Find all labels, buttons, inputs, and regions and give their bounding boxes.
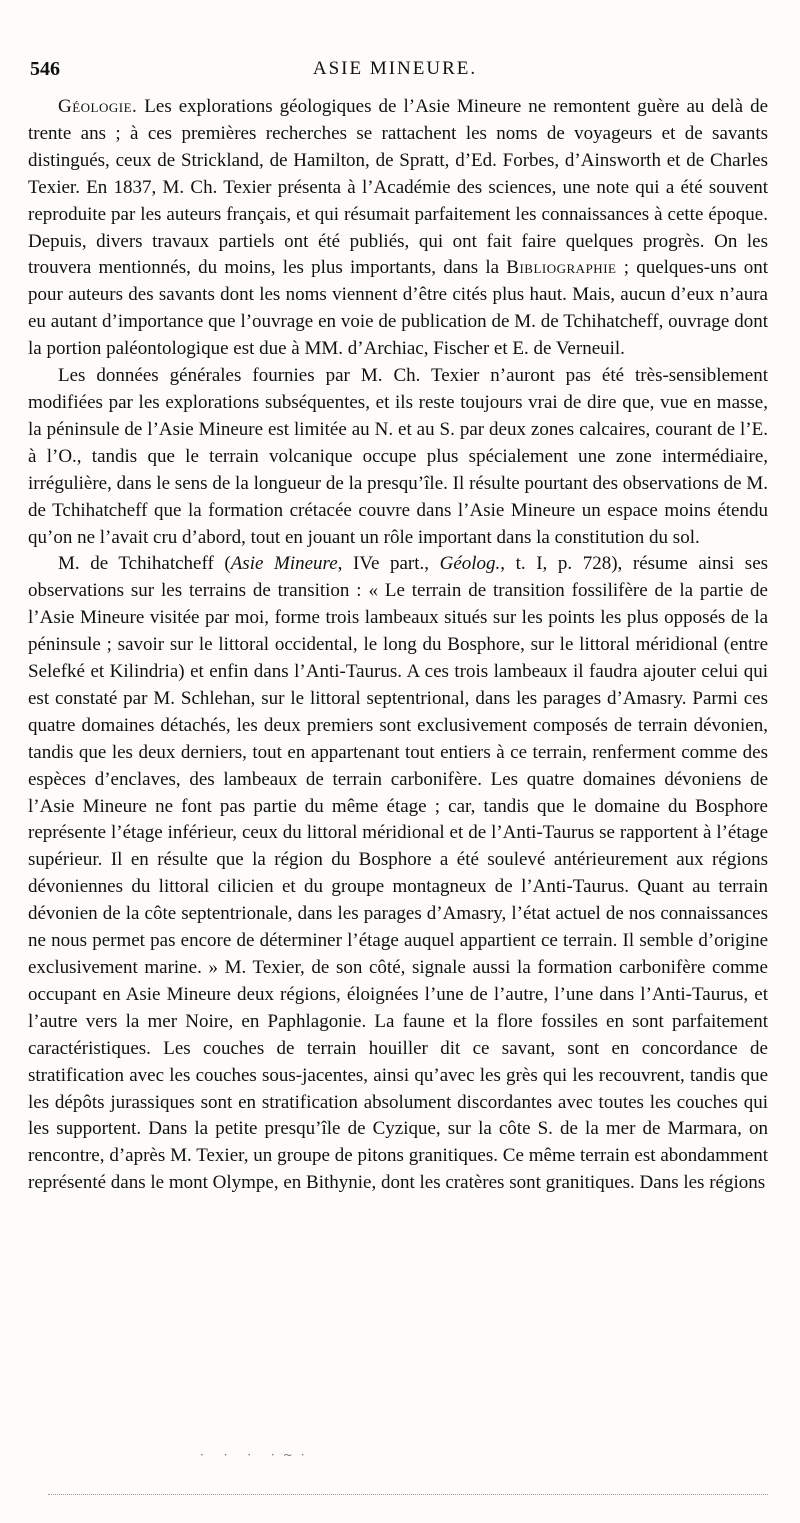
text-run: Géolog. xyxy=(439,553,501,575)
page-number: 546 xyxy=(30,58,60,80)
bottom-dotted-rule xyxy=(48,1494,768,1495)
text-run: Les données générales fournies par M. Ch. Texier n’auront pas été très-sensiblement modifiées par les explorations subséquentes, et ils reste toujours vrai de dire que, vue en masse, la péninsule de l’Asie Mineure est limitée au N. et au S. par deux zones calcaires, courant de l’E. à l’O., tandis que le terrain volcanique occupe plus spécialement une zone intermédiaire, irrégulière, dans le sens de la longueur de la presqu’île. Il résulte pourtant des observations de M. de Tchihatcheff que la formation crétacée couvre dans l’Asie Mineure un espace moins étendu qu’on ne l’avait cru d’abord, tout en jouant un rôle important dans la constitution du sol. xyxy=(28,365,768,548)
body-text xyxy=(28,94,768,1197)
text-run: Les explorations géologiques de l’Asie Mineure ne remontent guère au delà de trente ans ; à ces premières recherches se rattachent les noms de voyageurs et de savants distingués, ceux de Strickland, de Hamilton, de Spratt, d’Ed. Forbes, d’Ainsworth et de Charles Texier. En 1837, M. Ch. Texier présenta à l’Académie des sciences, une note qui a été souvent reproduite par les auteurs français, et qui résumait parfaitement les connaissances à cette époque. Depuis, divers travaux partiels ont été publiés, qui ont fait faire quelques progrès. On les trouvera mentionnés, du moins, les plus importants, dans la xyxy=(28,96,768,279)
text-run: Géologie. xyxy=(58,96,138,117)
text-run: M. de Tchihatcheff ( xyxy=(58,553,231,575)
text-run: ; quelques-uns ont pour auteurs des savants dont les noms viennent d’être cités plus haut. Mais, aucun d’eux n’aura eu autant d’importance que l’ouvrage en voie de publication de M. de Tchihatcheff, ouvrage dont la portion paléontologique est due à MM. d’Archiac, Fischer et E. de Verneuil. xyxy=(28,257,768,360)
text-run: , t. I, p. 728), résume ainsi ses observations sur les terrains de transition : « Le terrain de transition fossilifère de la partie de l’Asie Mineure visitée par moi, forme trois lambeaux situés sur les points les plus opposés de la péninsule ; savoir sur le littoral occidental, le long du Bosphore, sur le littoral méridional (entre Selefké et Kilindria) et enfin dans l’Anti-Taurus. A ces trois lambeaux il faudra ajouter celui qui est constaté par M. Schlehan, sur le littoral septentrional, dans les parages d’Amasry. Parmi ces quatre domaines détachés, les deux premiers sont exclusivement composés de terrain dévonien, tandis que les deux derniers, tout en appartenant tout entiers à ce terrain, renferment comme des espèces d’enclaves, des lambeaux de terrain carbonifère. Les quatre domaines dévoniens de l’Asie Mineure ne font pas partie du même étage ; car, tandis que le domaine du Bosphore représente l’étage inférieur, ceux du littoral méridional et de l’Anti-Taurus se rapportent à l’étage supérieur. Il en résulte que la région du Bosphore a été soulevé antérieurement aux régions dévoniennes du littoral cilicien et du groupe montagneux de l’Anti-Taurus. Quant au terrain dévonien de la côte septentrionale, dans les parages d’Amasry, l’état actuel de nos connaissances ne nous permet pas encore de déterminer l’étage auquel appartient ce terrain. Il semble d’origine exclusivement marine. » M. Texier, de son côté, signale aussi la formation carbonifère comme occupant en Asie Mineure deux régions, éloignées l’une de l’autre, l’une dans l’Anti-Taurus, et l’autre vers la mer Noire, en Paphlagonie. La faune et la flore fossiles en sont parfaitement caractéristiques. Les couches de terrain houiller dit ce savant, sont en concordance de stratification avec les couches sous-jacentes, ainsi qu’avec les grès qui les recouvrent, tandis que les dépôts jurassiques sont en stratification absolument discordantes avec toutes les couches qui les supportent. Dans la petite presqu’île de Cyzique, sur la côte S. de la mer de Marmara, on rencontre, d’après M. Texier, un groupe de pitons granitiques. Ce même terrain est abondamment représenté dans le mont Olympe, en Bithynie, dont les cratères sont granitiques. Dans les régions xyxy=(28,553,769,1194)
text-run: Bibliographie xyxy=(506,257,617,279)
print-specks: · · · ·~· xyxy=(200,1448,313,1462)
page-header xyxy=(30,58,760,88)
text-run: Asie Mineure xyxy=(230,553,338,575)
text-run: , IVe part., xyxy=(337,553,440,575)
running-title: ASIE MINEURE. xyxy=(312,58,478,79)
paragraph-1 xyxy=(28,94,768,363)
paragraph-2 xyxy=(28,363,768,551)
paragraph-3 xyxy=(28,551,768,1197)
